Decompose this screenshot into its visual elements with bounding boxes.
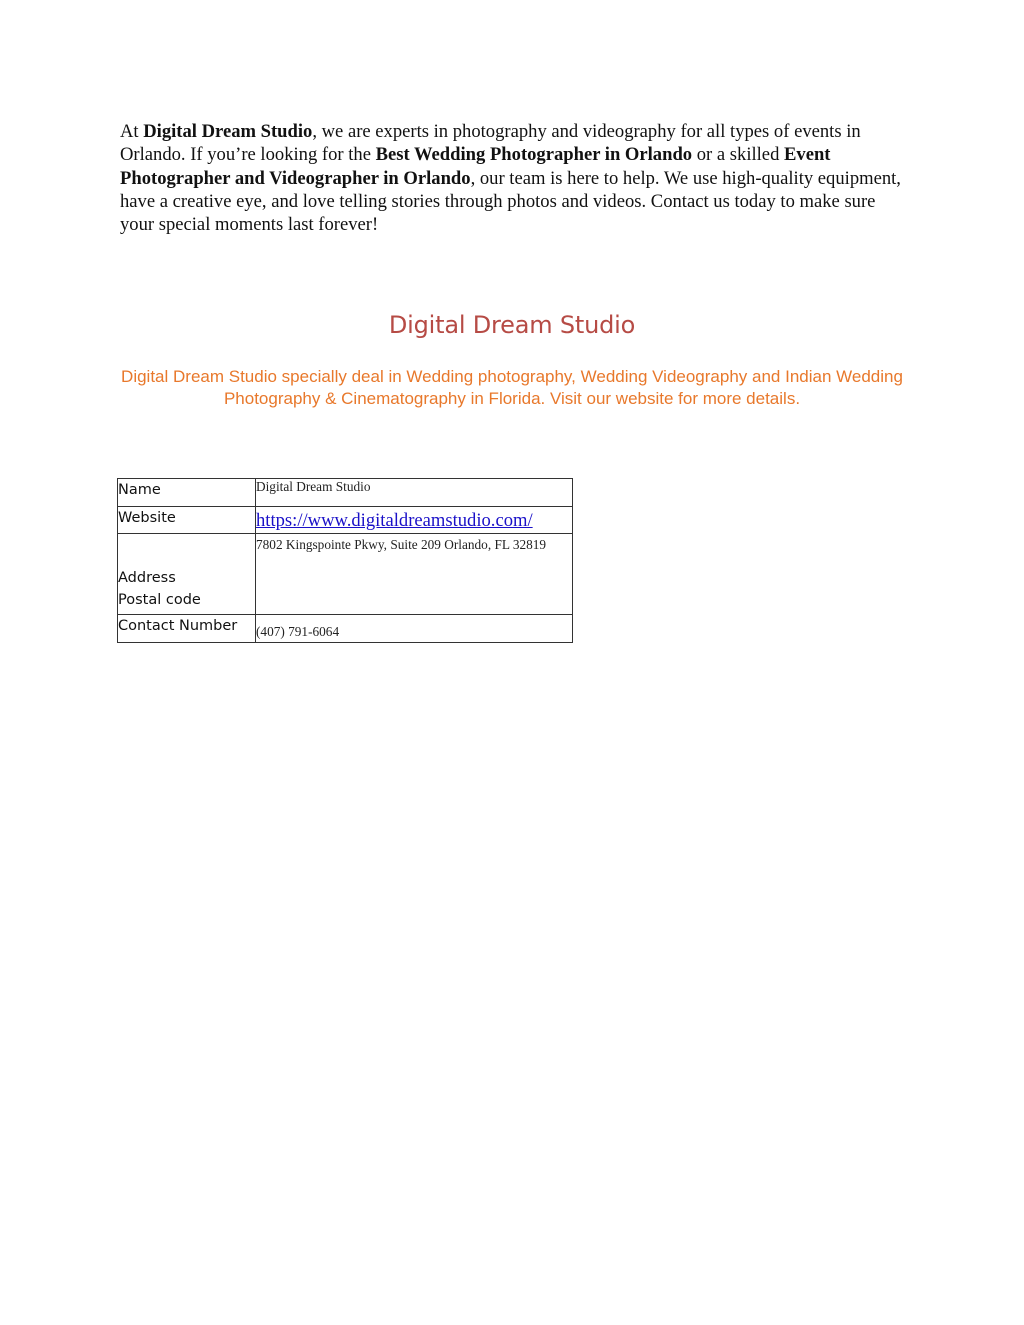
name-value: Digital Dream Studio <box>256 479 573 507</box>
intro-bold-studio-name: Digital Dream Studio <box>143 121 313 142</box>
address-label-cell <box>118 534 256 615</box>
table-row-website <box>118 507 573 534</box>
website-label: Website <box>118 507 256 534</box>
table-row-contact <box>118 615 573 643</box>
intro-text-1: At <box>120 121 144 142</box>
contact-label: Contact Number <box>118 615 256 643</box>
section-heading: Digital Dream Studio <box>388 311 636 339</box>
name-label: Name <box>118 479 256 507</box>
postal-code-label: Postal code <box>118 592 201 608</box>
table-row-address <box>118 534 573 615</box>
business-info-table <box>117 478 573 643</box>
address-label: Address <box>118 570 176 586</box>
table-row-name <box>118 479 573 507</box>
intro-text-2: , we are experts in photography and videography for all types of events in Orlando. If you’re looking for the <box>120 121 861 166</box>
intro-bold-wedding-photographer: Best Wedding Photographer in Orlando <box>375 144 693 166</box>
website-cell <box>256 507 573 534</box>
website-link[interactable]: https://www.digitaldreamstudio.com/ <box>256 510 533 531</box>
intro-paragraph <box>120 120 910 236</box>
contact-value: (407) 791-6064 <box>256 615 573 643</box>
intro-bold-event-photographer: Event Photographer and Videographer in Orlando <box>120 144 831 189</box>
address-value: 7802 Kingspointe Pkwy, Suite 209 Orlando, FL 32819 <box>256 534 573 615</box>
tagline: Digital Dream Studio specially deal in Wedding photography, Wedding Videography and Indian Wedding Photography & Cinematography in Florida. Visit our website for more details. <box>121 367 903 408</box>
intro-text-4: , our team is here to help. We use high-quality equipment, have a creative eye, and love telling stories through photos and videos. Contact us today to make sure your special moments last forever! <box>120 167 901 236</box>
intro-text-3: or a skilled <box>692 144 785 166</box>
